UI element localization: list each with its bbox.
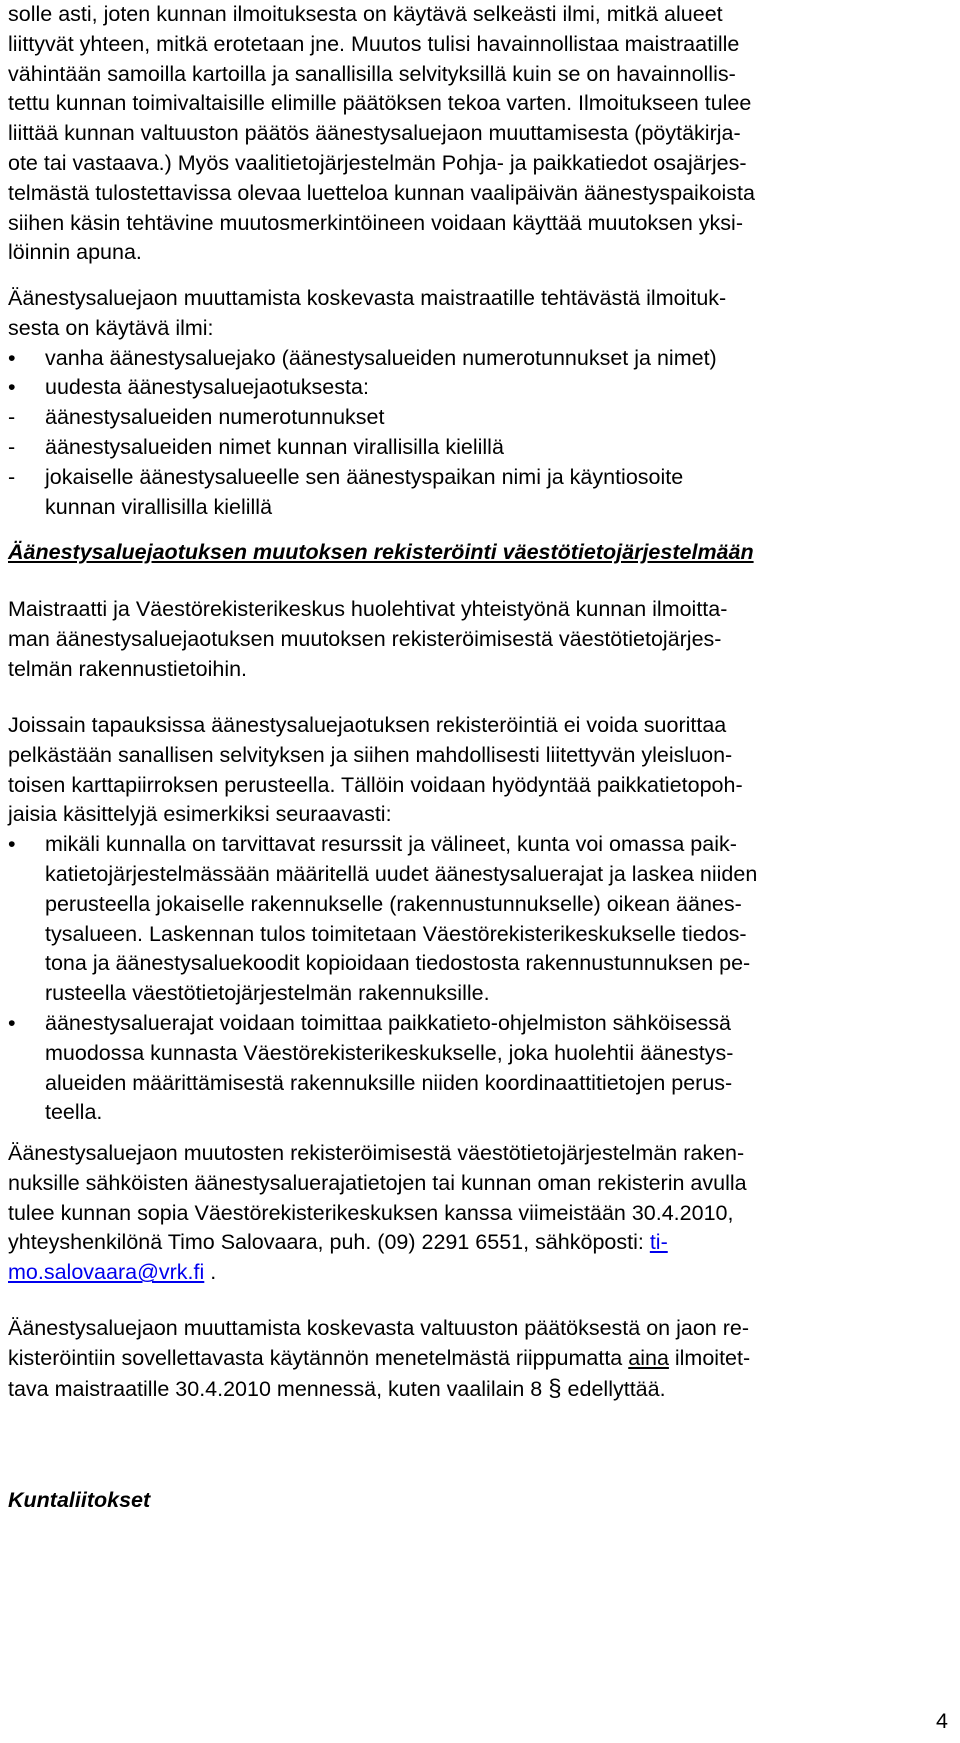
heading-text: Kuntaliitokset	[8, 1488, 151, 1512]
text-line: jaisia käsittelyjä esimerkiksi seuraavasti:	[8, 802, 392, 827]
text-span: kisteröintiin sovellettavasta käytännön menetelmästä riippumatta	[8, 1345, 629, 1370]
bullet-text: muodossa kunnasta Väestörekisterikeskukselle, joka huolehtii äänestys-	[45, 1040, 734, 1065]
email-link[interactable]: mo.salovaara@vrk.fi	[8, 1260, 205, 1285]
bullet-text: äänestysaluerajat voidaan toimittaa paikkatieto-ohjelmiston sähköisessä	[45, 1010, 731, 1035]
heading-text: Äänestysaluejaotuksen muutoksen rekisteröinti väestötietojärjestelmään	[8, 540, 754, 564]
text-line: tulee kunnan sopia Väestörekisterikeskuksen kanssa viimeistään 30.4.2010,	[8, 1200, 734, 1225]
dash-item	[8, 463, 953, 523]
dash-text: äänestysalueiden numerotunnukset	[45, 405, 385, 430]
text-line: solle asti, joten kunnan ilmoituksesta on käytävä selkeästi ilmi, mitkä alueet	[8, 2, 723, 26]
section-heading	[8, 538, 953, 568]
text-line: Maistraatti ja Väestörekisterikeskus huolehtivat yhteistyönä kunnan ilmoitta-	[8, 597, 728, 621]
text-span: .	[204, 1260, 217, 1285]
dash-item	[8, 403, 953, 433]
text-line	[8, 1374, 953, 1405]
text-line: sesta on käytävä ilmi:	[8, 315, 214, 340]
page-number: 4	[936, 1709, 948, 1733]
bullet-text: tona ja äänestysaluekoodit kopioidaan tiedostosta rakennustunnuksen pe-	[45, 951, 751, 976]
text-span: ilmoitet-	[668, 1345, 751, 1370]
bullet-text: alueiden määrittämisestä rakennuksille niiden koordinaattitietojen perus-	[45, 1070, 733, 1095]
text-line: ote tai vastaava.) Myös vaalitietojärjestelmän Pohja- ja paikkatiedot osajärjes-	[8, 150, 747, 175]
bullet-icon: •	[8, 375, 16, 400]
dash-icon: -	[8, 464, 16, 489]
text-line	[8, 1258, 953, 1288]
bullet-item	[8, 830, 953, 1009]
text-line: telmän rakennustietoihin.	[8, 656, 248, 681]
paragraph-3	[8, 595, 953, 684]
section-heading-2	[8, 1486, 953, 1516]
paragraph-5	[8, 1139, 953, 1288]
text-span: tava maistraatille 30.4.2010 mennessä, kuten vaalilain 8	[8, 1376, 549, 1401]
text-span: edellyttää.	[561, 1376, 666, 1401]
bullet-text: teella.	[45, 1100, 103, 1125]
bullet-item	[8, 1009, 953, 1128]
bullet-text: perusteella jokaiselle rakennukselle (rakennustunnukselle) oikean äänes-	[45, 891, 742, 916]
text-line: löinnin apuna.	[8, 240, 142, 265]
text-line: siihen käsin tehtävine muutosmerkintöineen voidaan käyttää muutoksen yksi-	[8, 210, 743, 235]
text-line: toisen karttapiirroksen perusteella. Tällöin voidaan hyödyntää paikkatietopoh-	[8, 772, 743, 797]
dash-text: jokaiselle äänestysalueelle sen äänestyspaikan nimi ja käyntiosoite	[45, 464, 684, 489]
dash-item	[8, 433, 953, 463]
text-line: nuksille sähköisten äänestysaluerajatietojen tai kunnan oman rekisterin avulla	[8, 1170, 747, 1195]
text-line: Joissain tapauksissa äänestysaluejaotuksen rekisteröintiä ei voida suorittaa	[8, 713, 727, 737]
dash-icon: -	[8, 434, 16, 459]
underlined-word: aina	[628, 1345, 669, 1370]
section-sign: §	[548, 1374, 562, 1402]
text-line: Äänestysaluejaon muutosten rekisteröimisestä väestötietojärjestelmän raken-	[8, 1141, 745, 1165]
text-line: man äänestysaluejaotuksen muutoksen rekisteröimisestä väestötietojärjes-	[8, 626, 722, 651]
paragraph-2	[8, 284, 953, 522]
bullet-item	[8, 373, 953, 403]
paragraph-6	[8, 1314, 953, 1404]
text-span: yhteyshenkilönä Timo Salovaara, puh. (09) 2291 6551, sähköposti:	[8, 1230, 650, 1255]
text-line: Äänestysaluejaon muuttamista koskevasta maistraatille tehtävästä ilmoituk-	[8, 286, 727, 310]
bullet-text: tysalueen. Laskennan tulos toimitetaan Väestörekisterikeskukselle tiedos-	[45, 921, 747, 946]
bullet-item	[8, 344, 953, 374]
bullet-text: mikäli kunnalla on tarvittavat resurssit ja välineet, kunta voi omassa paik-	[45, 832, 737, 857]
bullet-icon: •	[8, 1010, 16, 1035]
text-line: liittyvät yhteen, mitkä erotetaan jne. Muutos tulisi havainnollistaa maistraatille	[8, 31, 740, 56]
bullet-icon: •	[8, 345, 16, 370]
bullet-text: vanha äänestysaluejako (äänestysalueiden numerotunnukset ja nimet)	[45, 345, 717, 370]
text-line	[8, 1228, 953, 1258]
text-line: liittää kunnan valtuuston päätös äänestysaluejaon muuttamisesta (pöytäkirja-	[8, 121, 741, 146]
bullet-icon: •	[8, 832, 16, 857]
email-link[interactable]: ti-	[649, 1230, 668, 1255]
text-line: telmästä tulostettavissa olevaa luetteloa kunnan vaalipäivän äänestyspaikoista	[8, 180, 755, 205]
text-line: pelkästään sanallisen selvityksen ja siihen mahdollisesti liitettyvän yleisluon-	[8, 742, 733, 767]
paragraph-4	[8, 711, 953, 1128]
text-line	[8, 1344, 953, 1374]
dash-text: kunnan virallisilla kielillä	[45, 494, 273, 519]
dash-text: äänestysalueiden nimet kunnan virallisilla kielillä	[45, 434, 504, 459]
bullet-text: katietojärjestelmässään määritellä uudet äänestysaluerajat ja laskea niiden	[45, 861, 758, 886]
text-line: tettu kunnan toimivaltaisille elimille päätöksen tekoa varten. Ilmoitukseen tulee	[8, 91, 752, 116]
bullet-text: rusteella väestötietojärjestelmän rakennuksille.	[45, 981, 490, 1006]
paragraph-1	[8, 0, 953, 268]
bullet-text: uudesta äänestysaluejaotuksesta:	[45, 375, 369, 400]
text-line: vähintään samoilla kartoilla ja sanallisilla selvityksillä kuin se on havainnollis-	[8, 61, 736, 86]
dash-icon: -	[8, 405, 16, 430]
text-line: Äänestysaluejaon muuttamista koskevasta valtuuston päätöksestä on jaon re-	[8, 1316, 749, 1340]
